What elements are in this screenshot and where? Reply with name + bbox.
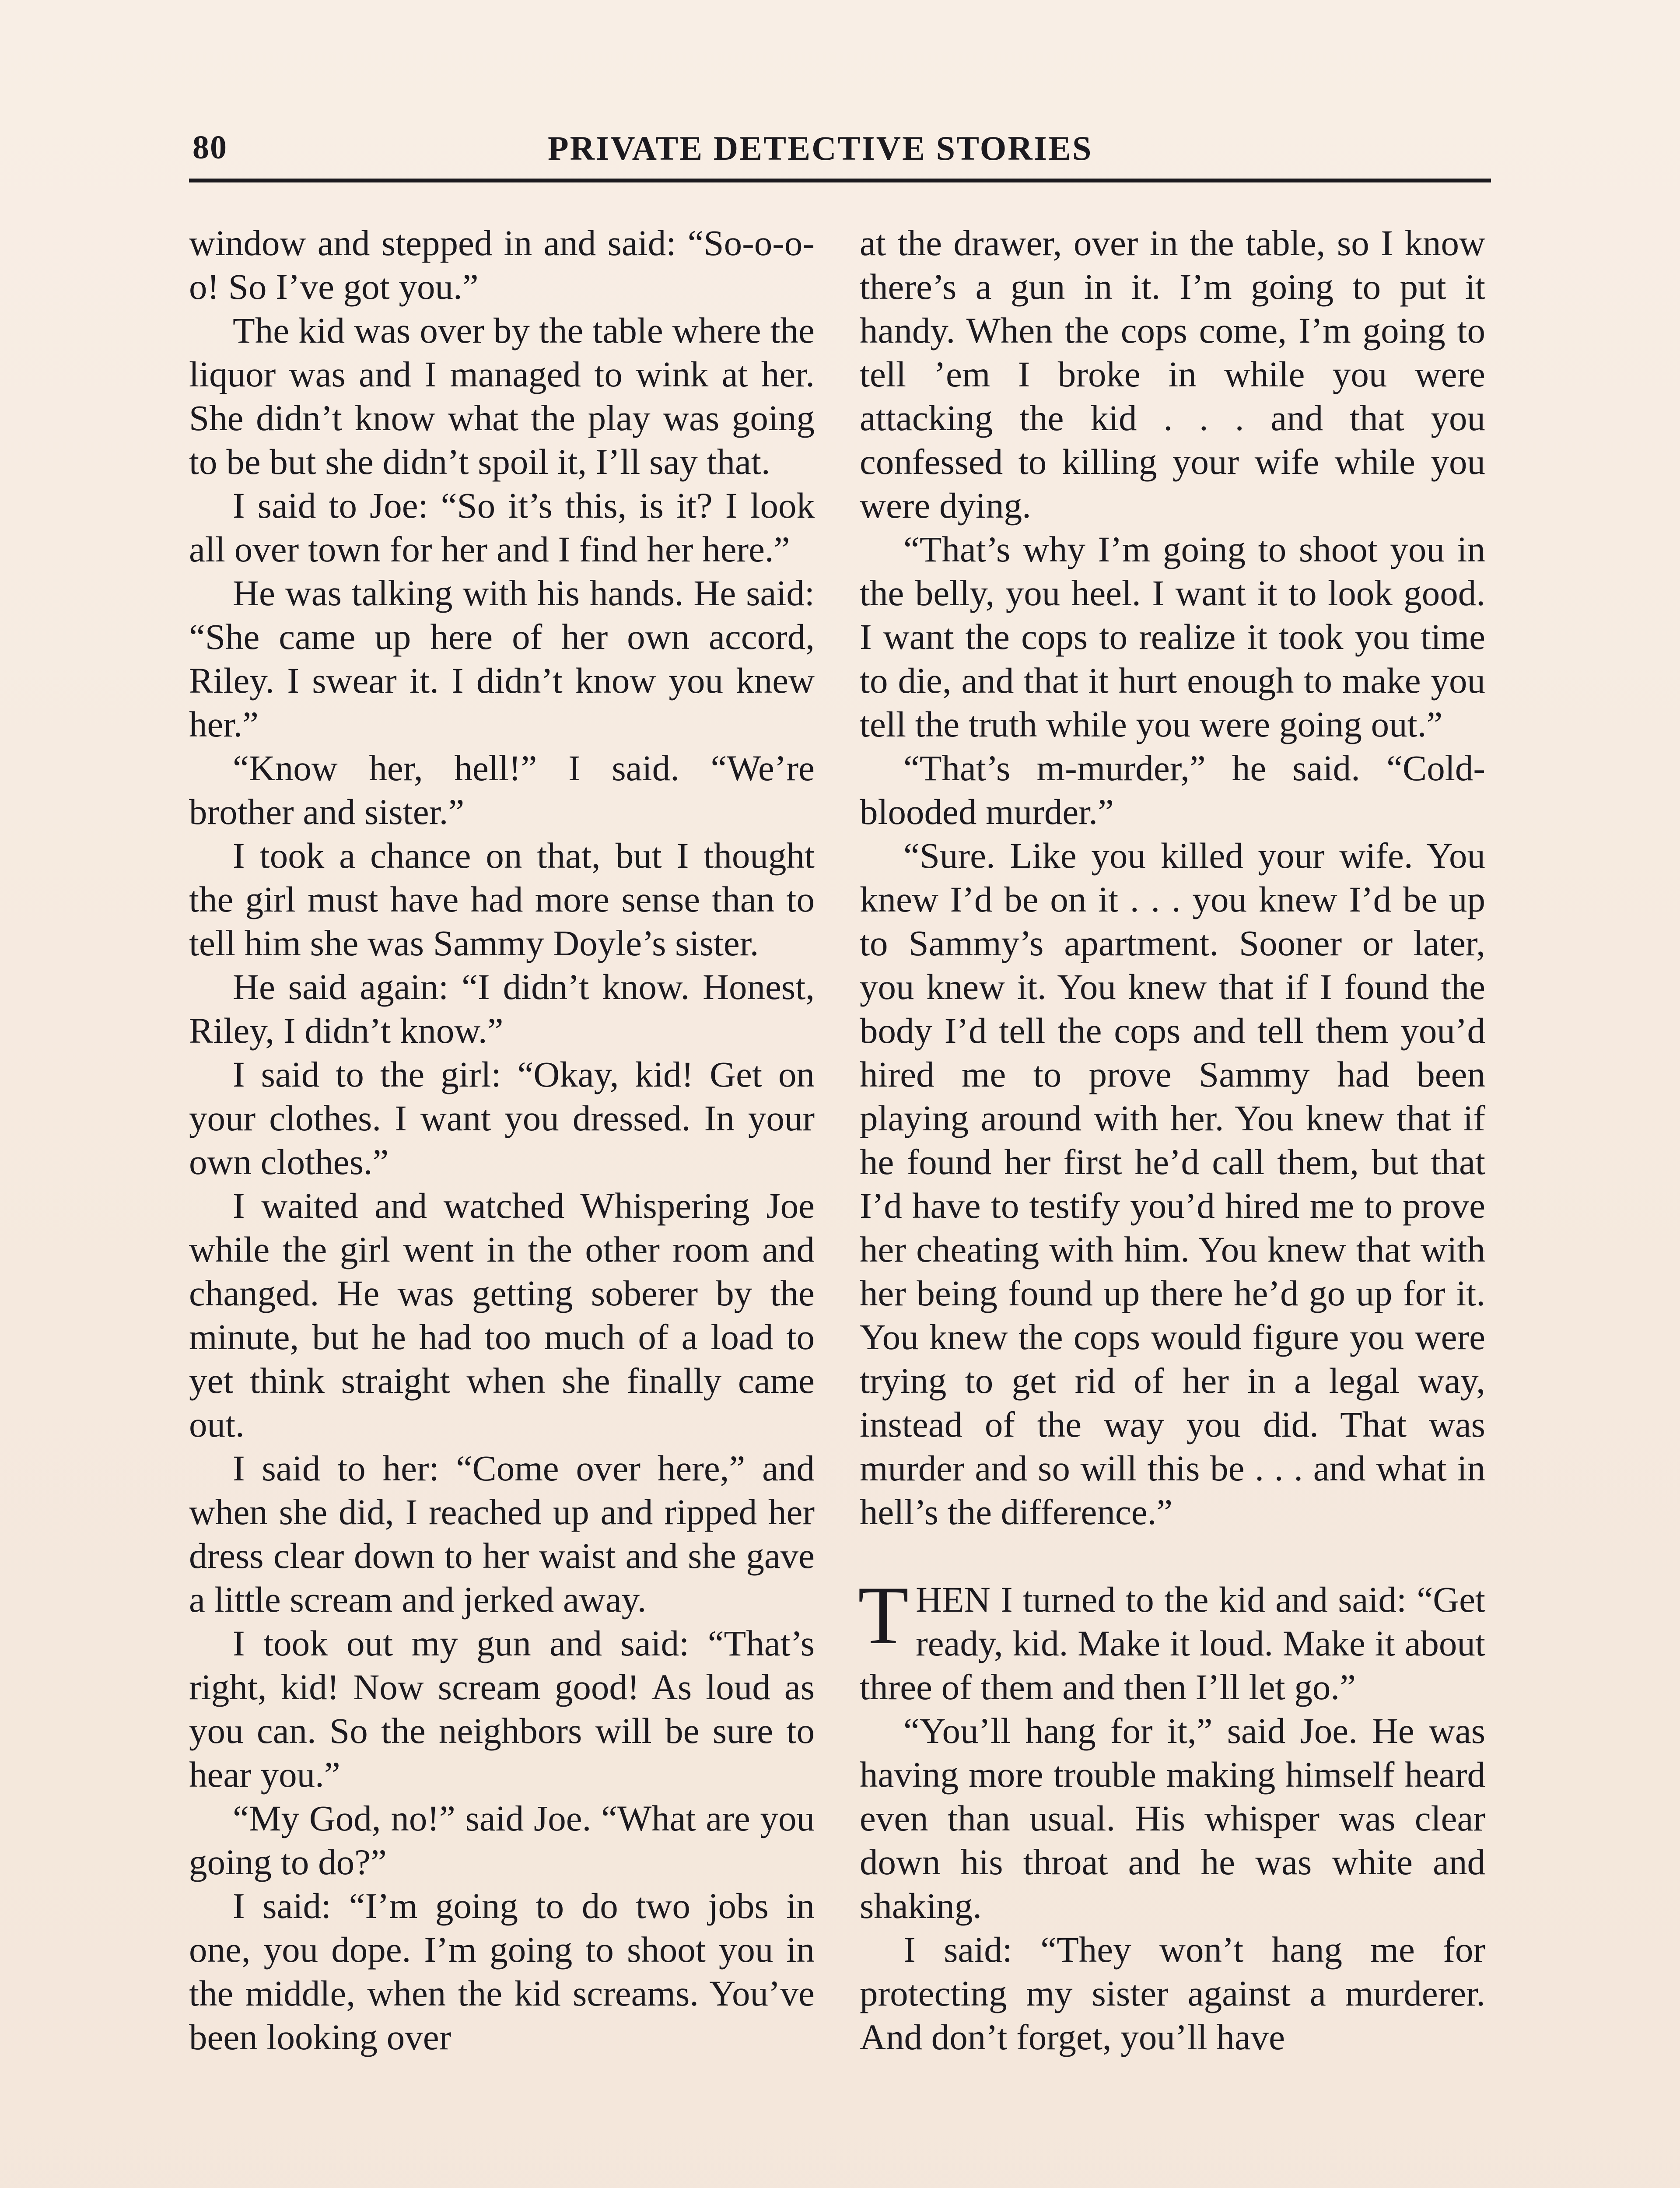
- drop-cap: T: [858, 1570, 909, 1662]
- paragraph: “Know her, hell!” I said. “We’re brother and sister.”: [189, 748, 815, 832]
- paragraph: window and stepped in and said: “So-o-o-o! So I’ve got you.”: [189, 223, 815, 307]
- paragraph: “You’ll hang for it,” said Joe. He was having more trouble making himself heard even than usual. His whisper was clear down his throat and he was white and shaking.: [860, 1711, 1485, 1926]
- paragraph: He was talking with his hands. He said: “She came up here of her own accord, Riley. I swear it. I didn’t know you knew her.”: [189, 573, 815, 744]
- paragraph: “Sure. Like you killed your wife. You knew I’d be on it . . . you knew I’d be up to Sammy’s apartment. Sooner or later, you knew it. You knew that if I found the body I’d tell the cops and tell them you’d hired me to prove Sammy had been playing around with her. You knew that if he found her first he’d call them, but that I’d have to testify you’d hired me to prove her cheating with him. You knew that with her being found up there he’d go up for it. You knew the cops would figure you were trying to get rid of her in a legal way, instead of the way you did. That was murder and so will this be . . . and what in hell’s the difference.”: [860, 835, 1485, 1532]
- page-number: 80: [192, 129, 228, 166]
- paragraph: I said to the girl: “Okay, kid! Get on your clothes. I want you dressed. In your own clothes.”: [189, 1054, 815, 1182]
- header-rule: [189, 179, 1491, 182]
- paragraph: “My God, no!” said Joe. “What are you going to do?”: [189, 1798, 815, 1882]
- paragraph: The kid was over by the table where the liquor was and I managed to wink at her. She didn’t know what the play was going to be but she didn’t spoil it, I’ll say that.: [189, 310, 815, 482]
- left-column: [189, 221, 815, 2059]
- paragraph: I said to Joe: “So it’s this, is it? I look all over town for her and I find her here.”: [189, 485, 815, 569]
- paragraph: at the drawer, over in the table, so I know there’s a gun in it. I’m going to put it handy. When the cops come, I’m going to tell ’em I broke in while you were attacking the kid . . . and that you confessed to killing your wife while you were dying.: [860, 223, 1485, 526]
- paragraph: “That’s why I’m going to shoot you in the belly, you heel. I want it to look good. I want the cops to realize it took you time to die, and that it hurt enough to make you tell the truth while you were going out.”: [860, 529, 1485, 744]
- paragraph: “That’s m-murder,” he said. “Cold-blooded murder.”: [860, 748, 1485, 832]
- paragraph: I said: “They won’t hang me for protecting my sister against a murderer. And don’t forget, you’ll have: [860, 1929, 1485, 2057]
- paragraph: He said again: “I didn’t know. Honest, Riley, I didn’t know.”: [189, 967, 815, 1051]
- right-column: [860, 221, 1485, 2059]
- paragraph: I took a chance on that, but I thought the girl must have had more sense than to tell him she was Sammy Doyle’s sister.: [189, 835, 815, 963]
- section-break-text: HEN I turned to the kid and said: “Get ready, kid. Make it loud. Make it about three of them and then I’ll let go.”: [860, 1579, 1485, 1707]
- paragraph: I waited and watched Whispering Joe while the girl went in the other room and changed. He was getting soberer by the minute, but he had too much of a load to yet think straight when she finally came out.: [189, 1185, 815, 1445]
- paragraph: I said to her: “Come over here,” and when she did, I reached up and ripped her dress clear down to her waist and she gave a little scream and jerked away.: [189, 1448, 815, 1620]
- page-header: [189, 121, 1491, 173]
- section-break-paragraph: [858, 1570, 1485, 1709]
- paragraph: I said: “I’m going to do two jobs in one, you dope. I’m going to shoot you in the middle, when the kid screams. You’ve been looking over: [189, 1886, 815, 2057]
- paragraph: I took out my gun and said: “That’s right, kid! Now scream good! As loud as you can. So the neighbors will be sure to hear you.”: [189, 1623, 815, 1795]
- running-head-title: PRIVATE DETECTIVE STORIES: [548, 129, 1093, 167]
